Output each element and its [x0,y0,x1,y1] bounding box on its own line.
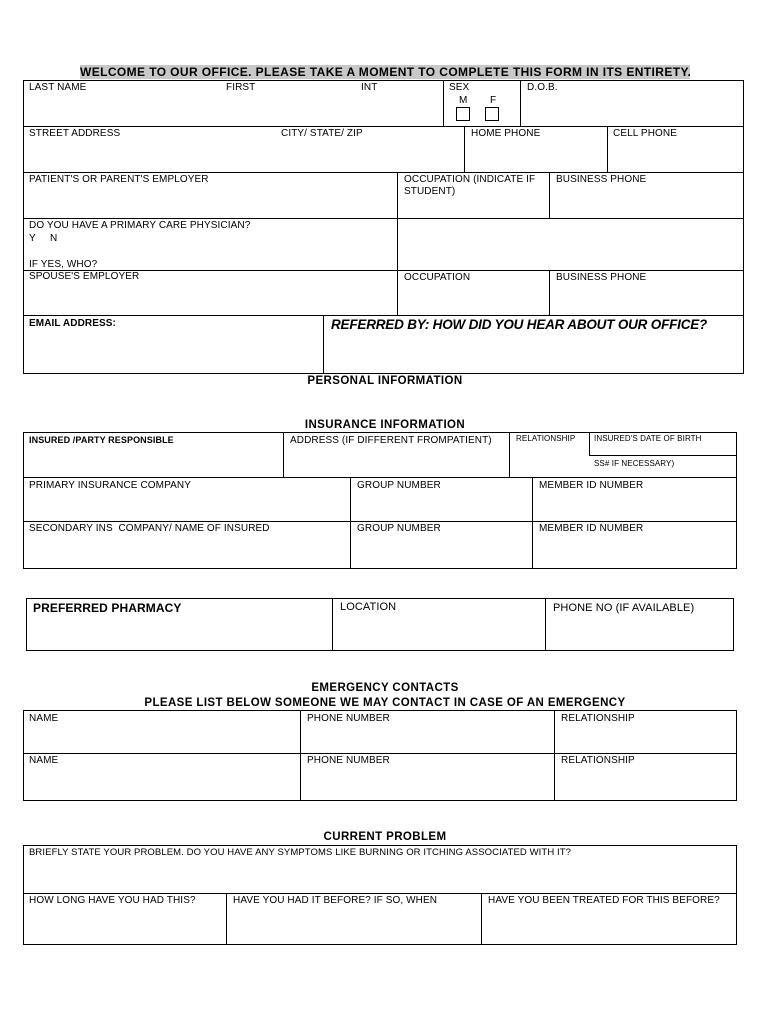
sex-m-label: M [459,95,468,106]
problem-description-field[interactable]: BRIEFLY STATE YOUR PROBLEM. DO YOU HAVE ANY SYMPTOMS LIKE BURNING OR ITCHING ASSOCIATED WITH IT? [29,847,572,858]
cell-phone-field[interactable]: CELL PHONE [613,128,677,139]
insured-ss-field[interactable]: SS# IF NECESSARY) [594,459,675,468]
spouse-business-phone-field[interactable]: BUSINESS PHONE [556,272,647,283]
secondary-insurance-company-field[interactable]: SECONDARY INS COMPANY/ NAME OF INSURED [29,523,270,534]
emergency-heading: EMERGENCY CONTACTS [311,682,459,694]
emergency-name-2-field[interactable]: NAME [29,755,59,766]
pharmacy-location-field[interactable]: LOCATION [340,601,397,613]
emergency-relationship-1-field[interactable]: RELATIONSHIP [561,713,635,724]
city-state-zip-field[interactable]: CITY/ STATE/ ZIP [281,128,363,139]
employer-field[interactable]: PATIENT'S OR PARENT'S EMPLOYER [29,174,209,185]
insured-party-field[interactable]: INSURED /PARTY RESPONSIBLE [29,435,174,445]
referred-by-field[interactable]: REFERRED BY: HOW DID YOU HEAR ABOUT OUR OFFICE? [331,317,708,332]
occupation-student-field[interactable]: OCCUPATION (INDICATE IF STUDENT) [404,174,536,197]
insurance-block [23,432,737,569]
insured-relationship-field[interactable]: RELATIONSHIP [516,434,576,443]
sex-m-checkbox[interactable] [456,107,470,121]
preferred-pharmacy-field[interactable]: PREFERRED PHARMACY [33,601,182,615]
insured-address-field[interactable]: ADDRESS (IF DIFFERENT FROMPATIENT) [290,435,492,446]
emergency-subheading: PLEASE LIST BELOW SOMEONE WE MAY CONTACT IN CASE OF AN EMERGENCY [144,697,626,709]
primary-group-number-field[interactable]: GROUP NUMBER [357,480,441,491]
first-name-field[interactable]: FIRST [226,82,256,93]
last-name-field[interactable]: LAST NAME [29,82,87,93]
insurance-heading: INSURANCE INFORMATION [304,419,466,431]
sex-label: SEX [449,82,470,93]
secondary-group-number-field[interactable]: GROUP NUMBER [357,523,441,534]
primary-insurance-company-field[interactable]: PRIMARY INSURANCE COMPANY [29,480,191,491]
personal-information-heading: PERSONAL INFORMATION [307,375,463,387]
primary-care-question: DO YOU HAVE A PRIMARY CARE PHYSICIAN? [29,220,251,231]
pharmacy-phone-field[interactable]: PHONE NO (IF AVAILABLE) [553,602,695,614]
sex-f-checkbox[interactable] [485,107,499,121]
spouse-employer-field[interactable]: SPOUSE'S EMPLOYER [29,271,140,282]
primary-care-yes-no[interactable]: Y N [29,233,58,244]
email-field[interactable]: EMAIL ADDRESS: [29,318,116,329]
problem-history-field[interactable]: HAVE YOU HAD IT BEFORE? IF SO, WHEN [233,895,438,906]
sex-f-label: F [490,95,497,106]
home-phone-field[interactable]: HOME PHONE [471,128,541,139]
emergency-phone-1-field[interactable]: PHONE NUMBER [307,713,390,724]
welcome-heading: WELCOME TO OUR OFFICE. PLEASE TAKE A MOMENT TO COMPLETE THIS FORM IN ITS ENTIRETY. [80,65,692,79]
dob-field[interactable]: D.O.B. [527,82,558,93]
problem-duration-field[interactable]: HOW LONG HAVE YOU HAD THIS? [29,895,196,906]
emergency-phone-2-field[interactable]: PHONE NUMBER [307,755,390,766]
street-address-field[interactable]: STREET ADDRESS [29,128,121,139]
primary-member-id-field[interactable]: MEMBER ID NUMBER [539,480,644,491]
secondary-member-id-field[interactable]: MEMBER ID NUMBER [539,523,644,534]
business-phone-field[interactable]: BUSINESS PHONE [556,174,647,185]
problem-treated-field[interactable]: HAVE YOU BEEN TREATED FOR THIS BEFORE? [488,895,720,906]
emergency-name-1-field[interactable]: NAME [29,713,59,724]
emergency-relationship-2-field[interactable]: RELATIONSHIP [561,755,635,766]
insured-dob-field[interactable]: INSURED'S DATE OF BIRTH [594,434,702,443]
if-yes-who-field[interactable]: IF YES, WHO? [29,259,98,270]
spouse-occupation-field[interactable]: OCCUPATION [404,272,471,283]
current-problem-heading: CURRENT PROBLEM [323,831,447,843]
initial-field[interactable]: INT [361,82,378,93]
